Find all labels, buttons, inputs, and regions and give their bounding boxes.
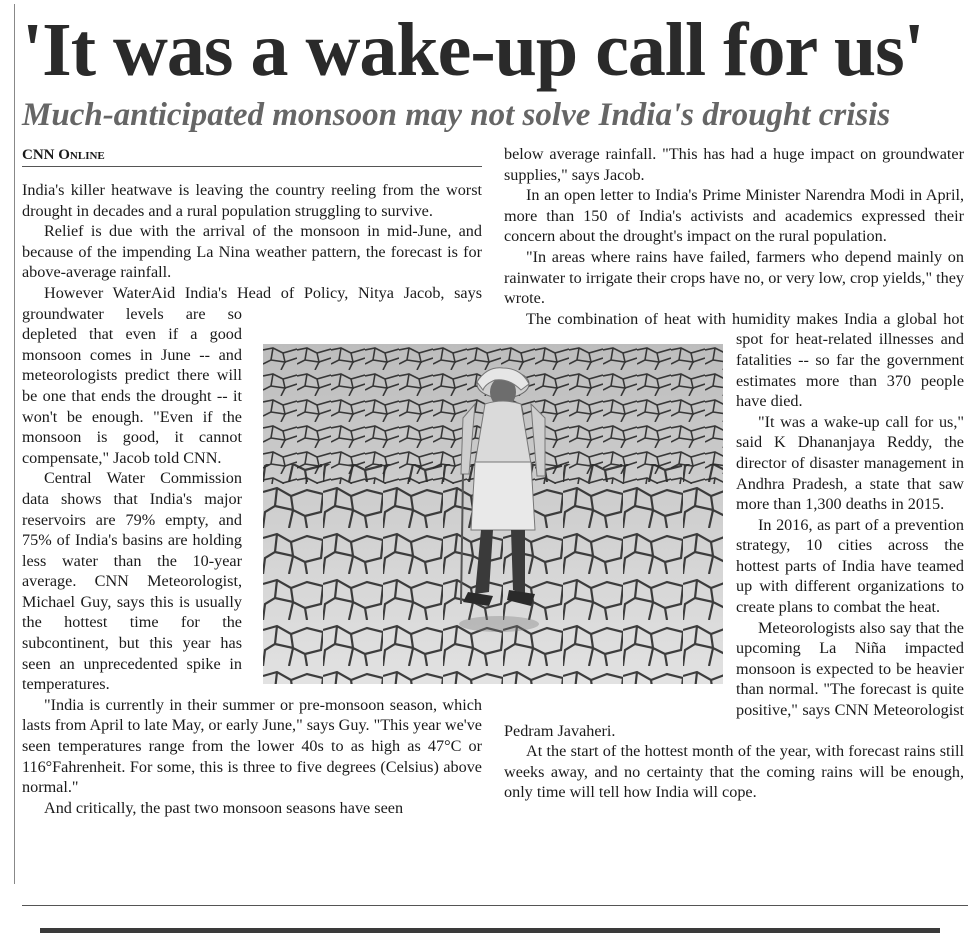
left-paragraph: And critically, the past two monsoon seasons have seen [44,798,404,817]
left-margin-rule [14,4,15,884]
right-paragraph: In 2016, as part of a prevention strategy, 10 cities across the hottest parts of India have teamed up with different organizations to create plans to combat the heat. [736,515,964,617]
left-paragraph: "India is currently in their summer or pre-monsoon season, which lasts from April to late May, or early June," says Guy. "This year we've seen temperatures range from the lower 40s to as high as 47°C or 116°Fahrenheit. For some, this is three to five degrees (Celsius) above normal." [22,695,482,797]
right-paragraph: At the start of the hottest month of the year, with forecast rains still weeks away, and no certainty that the coming rains will be enough, only time will tell how India will cope. [504,742,964,802]
right-paragraph: below average rainfall. "This has had a huge impact on groundwater supplies," says Jacob. [504,145,964,184]
right-paragraph: In an open letter to India's Prime Minister Narendra Modi in April, more than 150 of India's activists and academics expressed their concern about the drought's impact on the rural population. [504,186,964,246]
cracked-earth-illustration [263,344,723,684]
byline: CNN Online [22,146,482,167]
right-paragraph: "In areas where rains have failed, farmers who depend mainly on rainwater to irrigate their crops have no, or very low, crop yields," they wrote. [504,247,964,308]
right-paragraph: Meteorologists also say that the upcoming La Niña impacted monsoon is expected to be heavier than normal. "The forecast is quite positive," says CNN Meteorologist Pedram Javaheri. [504,618,964,740]
bottom-rule [22,905,968,906]
left-paragraph: India's killer heatwave is leaving the country reeling from the worst drought in decades and a rural population struggling to survive. [22,181,482,220]
left-paragraph: However WaterAid India's Head of Policy, Nitya Jacob, says groundwater levels are so depleted that even if a good monsoon comes in June -- and meteorologists predict there will be one that ends the drought -- it won't be enough. "Even if the monsoon is good, it cannot compensate," Jacob told CNN. [22,283,482,467]
left-paragraph: Relief is due with the arrival of the monsoon in mid-June, and because of the impending La Nina weather pattern, the forecast is for above-average rainfall. [22,222,482,282]
right-paragraph: The combination of heat with humidity makes India a global hot spot for heat-related illnesses and fatalities -- so far the government estimates more than 370 people have died. [526,309,964,411]
drought-photo [263,344,723,684]
subhead: Much-anticipated monsoon may not solve India's drought crisis [22,97,891,133]
left-paragraph: Central Water Commission data shows that India's major reservoirs are 79% empty, and 75% of India's basins are holding less water than the 10-year average. CNN Meteorologist, Michael Guy, says this is usually the hottest time for the subcontinent, but this year has seen an unprecedented spike in temperatures. [22,469,242,694]
headline: 'It was a wake-up call for us' [22,8,924,92]
bottom-image-edge [40,928,940,933]
right-paragraph: "It was a wake-up call for us," said K Dhananjaya Reddy, the director of disaster management in Andhra Pradesh, a state that saw more than 1,300 deaths in 2015. [736,412,964,514]
